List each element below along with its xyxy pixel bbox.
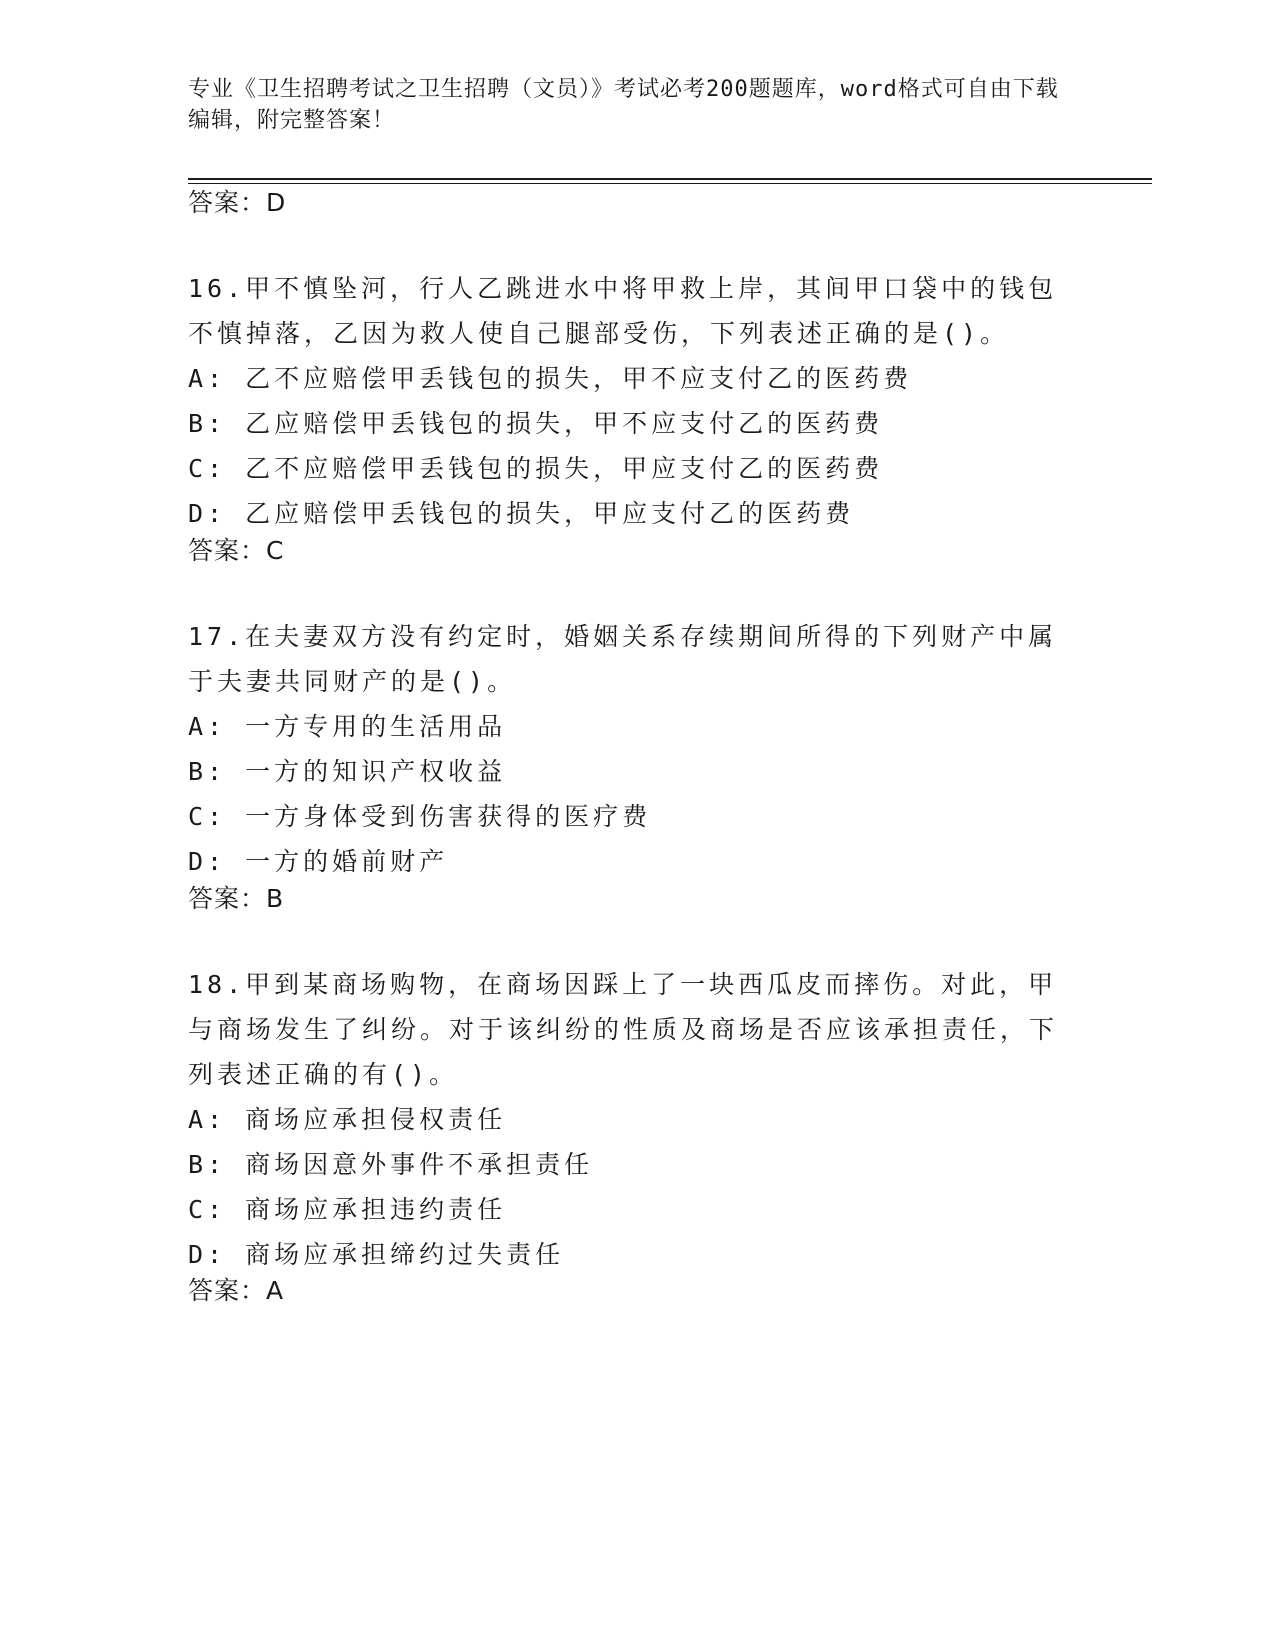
option-c: C: 乙不应赔偿甲丢钱包的损失，甲应支付乙的医药费 xyxy=(188,454,884,483)
option-a: A: 一方专用的生活用品 xyxy=(188,712,507,741)
header-rule xyxy=(188,178,1152,180)
option-b: B: 一方的知识产权收益 xyxy=(188,757,507,786)
option-d: D: 乙应赔偿甲丢钱包的损失，甲应支付乙的医药费 xyxy=(188,499,855,528)
option-c: C: 商场应承担违约责任 xyxy=(188,1195,507,1224)
option-a: A: 乙不应赔偿甲丢钱包的损失，甲不应支付乙的医药费 xyxy=(188,364,913,393)
option-b: B: 乙应赔偿甲丢钱包的损失，甲不应支付乙的医药费 xyxy=(188,409,884,438)
header-rule-thin xyxy=(188,183,1152,184)
option-d: D: 一方的婚前财产 xyxy=(188,847,449,876)
question-17 xyxy=(188,614,1078,884)
answer-17: 答案：B xyxy=(188,884,285,913)
option-b: B: 商场因意外事件不承担责任 xyxy=(188,1150,594,1179)
option-list xyxy=(188,1097,1078,1277)
question-stem: 16.甲不慎坠河，行人乙跳进水中将甲救上岸，其间甲口袋中的钱包不慎掉落，乙因为救人使自己腿部受伤，下列表述正确的是()。 xyxy=(188,274,1058,348)
option-c: C: 一方身体受到伤害获得的医疗费 xyxy=(188,802,652,831)
question-18 xyxy=(188,962,1078,1277)
page-header: 专业《卫生招聘考试之卫生招聘（文员）》考试必考200题题库，word格式可自由下载编辑，附完整答案！ xyxy=(188,77,1059,133)
option-list xyxy=(188,704,1078,884)
answer-18: 答案：A xyxy=(188,1276,285,1305)
question-stem: 17.在夫妻双方没有约定时，婚姻关系存续期间所得的下列财产中属于夫妻共同财产的是()。 xyxy=(188,622,1058,696)
option-a: A: 商场应承担侵权责任 xyxy=(188,1105,507,1134)
option-d: D: 商场应承担缔约过失责任 xyxy=(188,1240,565,1269)
answer-16: 答案：C xyxy=(188,536,285,565)
question-stem: 18.甲到某商场购物，在商场因踩上了一块西瓜皮而摔伤。对此，甲与商场发生了纠纷。对于该纠纷的性质及商场是否应该承担责任，下列表述正确的有()。 xyxy=(188,970,1059,1089)
option-list xyxy=(188,356,1078,536)
previous-answer: 答案：D xyxy=(188,188,287,217)
question-16 xyxy=(188,266,1078,536)
